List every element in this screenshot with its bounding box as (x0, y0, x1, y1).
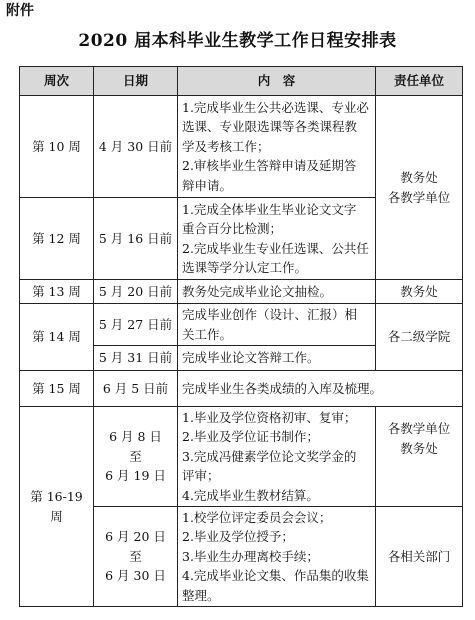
table-row (20, 371, 463, 407)
schedule-table (19, 66, 463, 607)
content-line: 2.审核毕业生答辩申请及延期答 (182, 158, 357, 174)
content-cell (178, 407, 376, 507)
content-line: 学及考核工作； (182, 138, 270, 154)
content-line: 1.完成毕业生公共必选课、专业必 (182, 99, 369, 115)
content-line: 2.毕业及学位证书制作； (182, 429, 319, 445)
unit-cell (376, 407, 463, 507)
content-line: 重合百分比检测； (182, 221, 283, 236)
content-cell (178, 198, 376, 280)
unit-cell: 教务处 (376, 280, 463, 304)
content-cell (178, 96, 376, 198)
date-cell: 5 月 27 日前 (94, 304, 178, 346)
unit-cell (376, 96, 463, 280)
header-week: 周次 (20, 67, 94, 96)
week-cell: 第 15 周 (20, 371, 94, 407)
content-line: 3.毕业生办理离校手续； (182, 548, 319, 564)
unit-line: 各教学单位 (387, 189, 451, 205)
header-row (20, 67, 463, 96)
date-line: 6 月 19 日 (105, 468, 166, 484)
date-cell: 5 月 16 日前 (94, 198, 178, 280)
content-line: 2.完成毕业生专业任选课、公共任 (182, 240, 369, 256)
table-row (20, 304, 463, 346)
content-line: 2.毕业及学位授予； (182, 529, 294, 545)
content-line: 4.完成毕业生教材结算。 (182, 487, 319, 503)
header-content: 内 容 (178, 67, 376, 96)
content-cell: 教务处完成毕业论文抽检。 (178, 280, 376, 304)
content-cell (178, 507, 376, 607)
unit-cell: 各二级学院 (376, 304, 463, 371)
unit-line: 各教学单位 (387, 421, 451, 436)
content-line: 1.校学位评定委员会会议； (182, 509, 332, 525)
unit-line: 教务处 (400, 440, 438, 456)
unit-cell: 各相关部门 (376, 507, 463, 607)
unit-line: 教务处 (400, 170, 438, 185)
content-cell (178, 304, 376, 346)
content-line: 1.完成全体毕业生毕业论文文字 (182, 201, 357, 217)
date-cell: 5 月 31 日前 (94, 346, 178, 371)
content-line: 4.完成毕业论文集、作品集的收集 (182, 568, 369, 584)
week-cell: 第 16-19 周 (20, 407, 94, 607)
date-line: 至 (129, 448, 142, 464)
content-line: 辩申请。 (182, 177, 233, 193)
header-unit: 责任单位 (376, 67, 463, 96)
content-line: 1.毕业及学位资格初审、复审； (182, 409, 357, 425)
header-date: 日期 (94, 67, 178, 96)
content-line: 关工作。 (182, 326, 233, 342)
table-row (20, 280, 463, 304)
date-cell (94, 507, 178, 607)
week-cell: 第 14 周 (20, 304, 94, 371)
date-cell (94, 407, 178, 507)
week-cell: 第 12 周 (20, 198, 94, 280)
date-cell: 6 月 5 日前 (94, 371, 178, 407)
week-cell: 第 10 周 (20, 96, 94, 198)
content-cell: 完成毕业论文答辩工作。 (178, 346, 376, 371)
date-line: 6 月 20 日 (105, 529, 166, 545)
date-line: 至 (129, 548, 142, 564)
content-line: 评审； (182, 468, 220, 484)
attachment-label: 附件 (6, 3, 34, 19)
date-line: 6 月 30 日 (105, 568, 166, 584)
content-line: 3.完成冯健素学位论文奖学金的 (182, 448, 357, 464)
table-row (20, 407, 463, 507)
content-line: 整理。 (182, 587, 220, 603)
content-line: 选课等学分认定工作。 (182, 260, 308, 275)
page-title: 2020 届本科毕业生教学工作日程安排表 (78, 31, 397, 51)
table-row (20, 96, 463, 198)
content-line: 选课、专业限选课等各类课程教 (182, 119, 358, 135)
content-line: 完成毕业创作（设计、汇报）相 (182, 307, 358, 322)
content-cell: 完成毕业生各类成绩的入库及梳理。 (178, 371, 463, 407)
date-line: 6 月 8 日 (109, 429, 162, 445)
date-cell: 4 月 30 日前 (94, 96, 178, 198)
date-cell: 5 月 20 日前 (94, 280, 178, 304)
week-cell: 第 13 周 (20, 280, 94, 304)
